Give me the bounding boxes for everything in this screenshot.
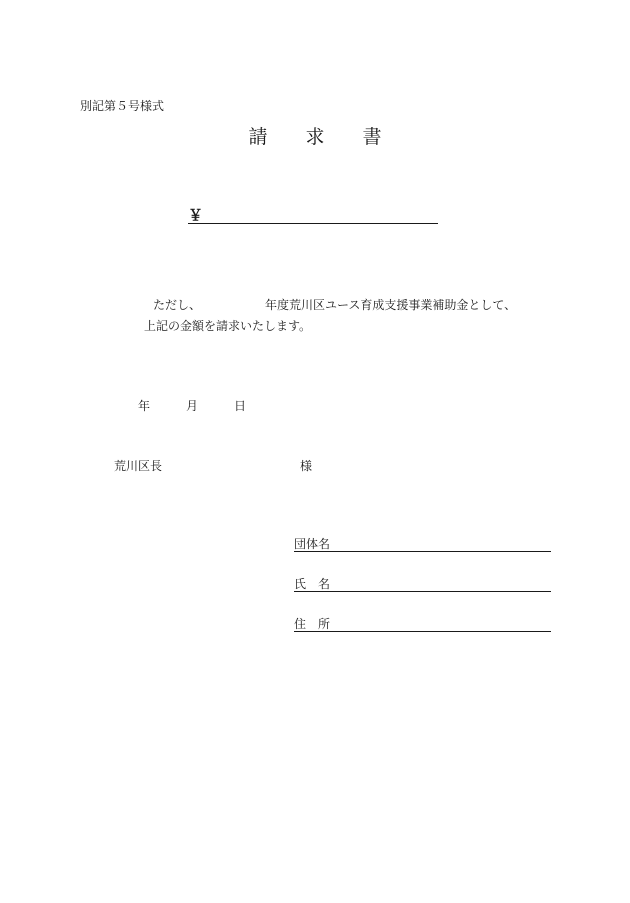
addressee-name: 荒川区長 [114,459,163,473]
document-title: 請 求 書 [248,126,398,148]
name-field[interactable] [294,577,551,592]
year-label: 年 [138,399,151,413]
month-label: 月 [186,399,199,413]
yen-symbol: ￥ [188,206,204,224]
body-line-1-suffix: 年度荒川区ユース育成支援事業補助金として、 [265,298,517,312]
body-line-2: 上記の金額を請求いたします。 [144,319,312,333]
addressee-honorific: 様 [300,459,313,473]
address-field[interactable] [294,617,551,632]
body-line-1-prefix: ただし、 [153,298,202,312]
name-label: 氏 名 [294,577,331,591]
body-line-1 [153,296,516,313]
amount-field[interactable] [188,205,438,224]
form-number: 別記第５号様式 [80,99,165,113]
address-label: 住 所 [294,617,331,631]
group-name-label: 団体名 [294,537,331,551]
date-row [138,397,246,414]
day-label: 日 [234,399,247,413]
group-name-field[interactable] [294,537,551,552]
